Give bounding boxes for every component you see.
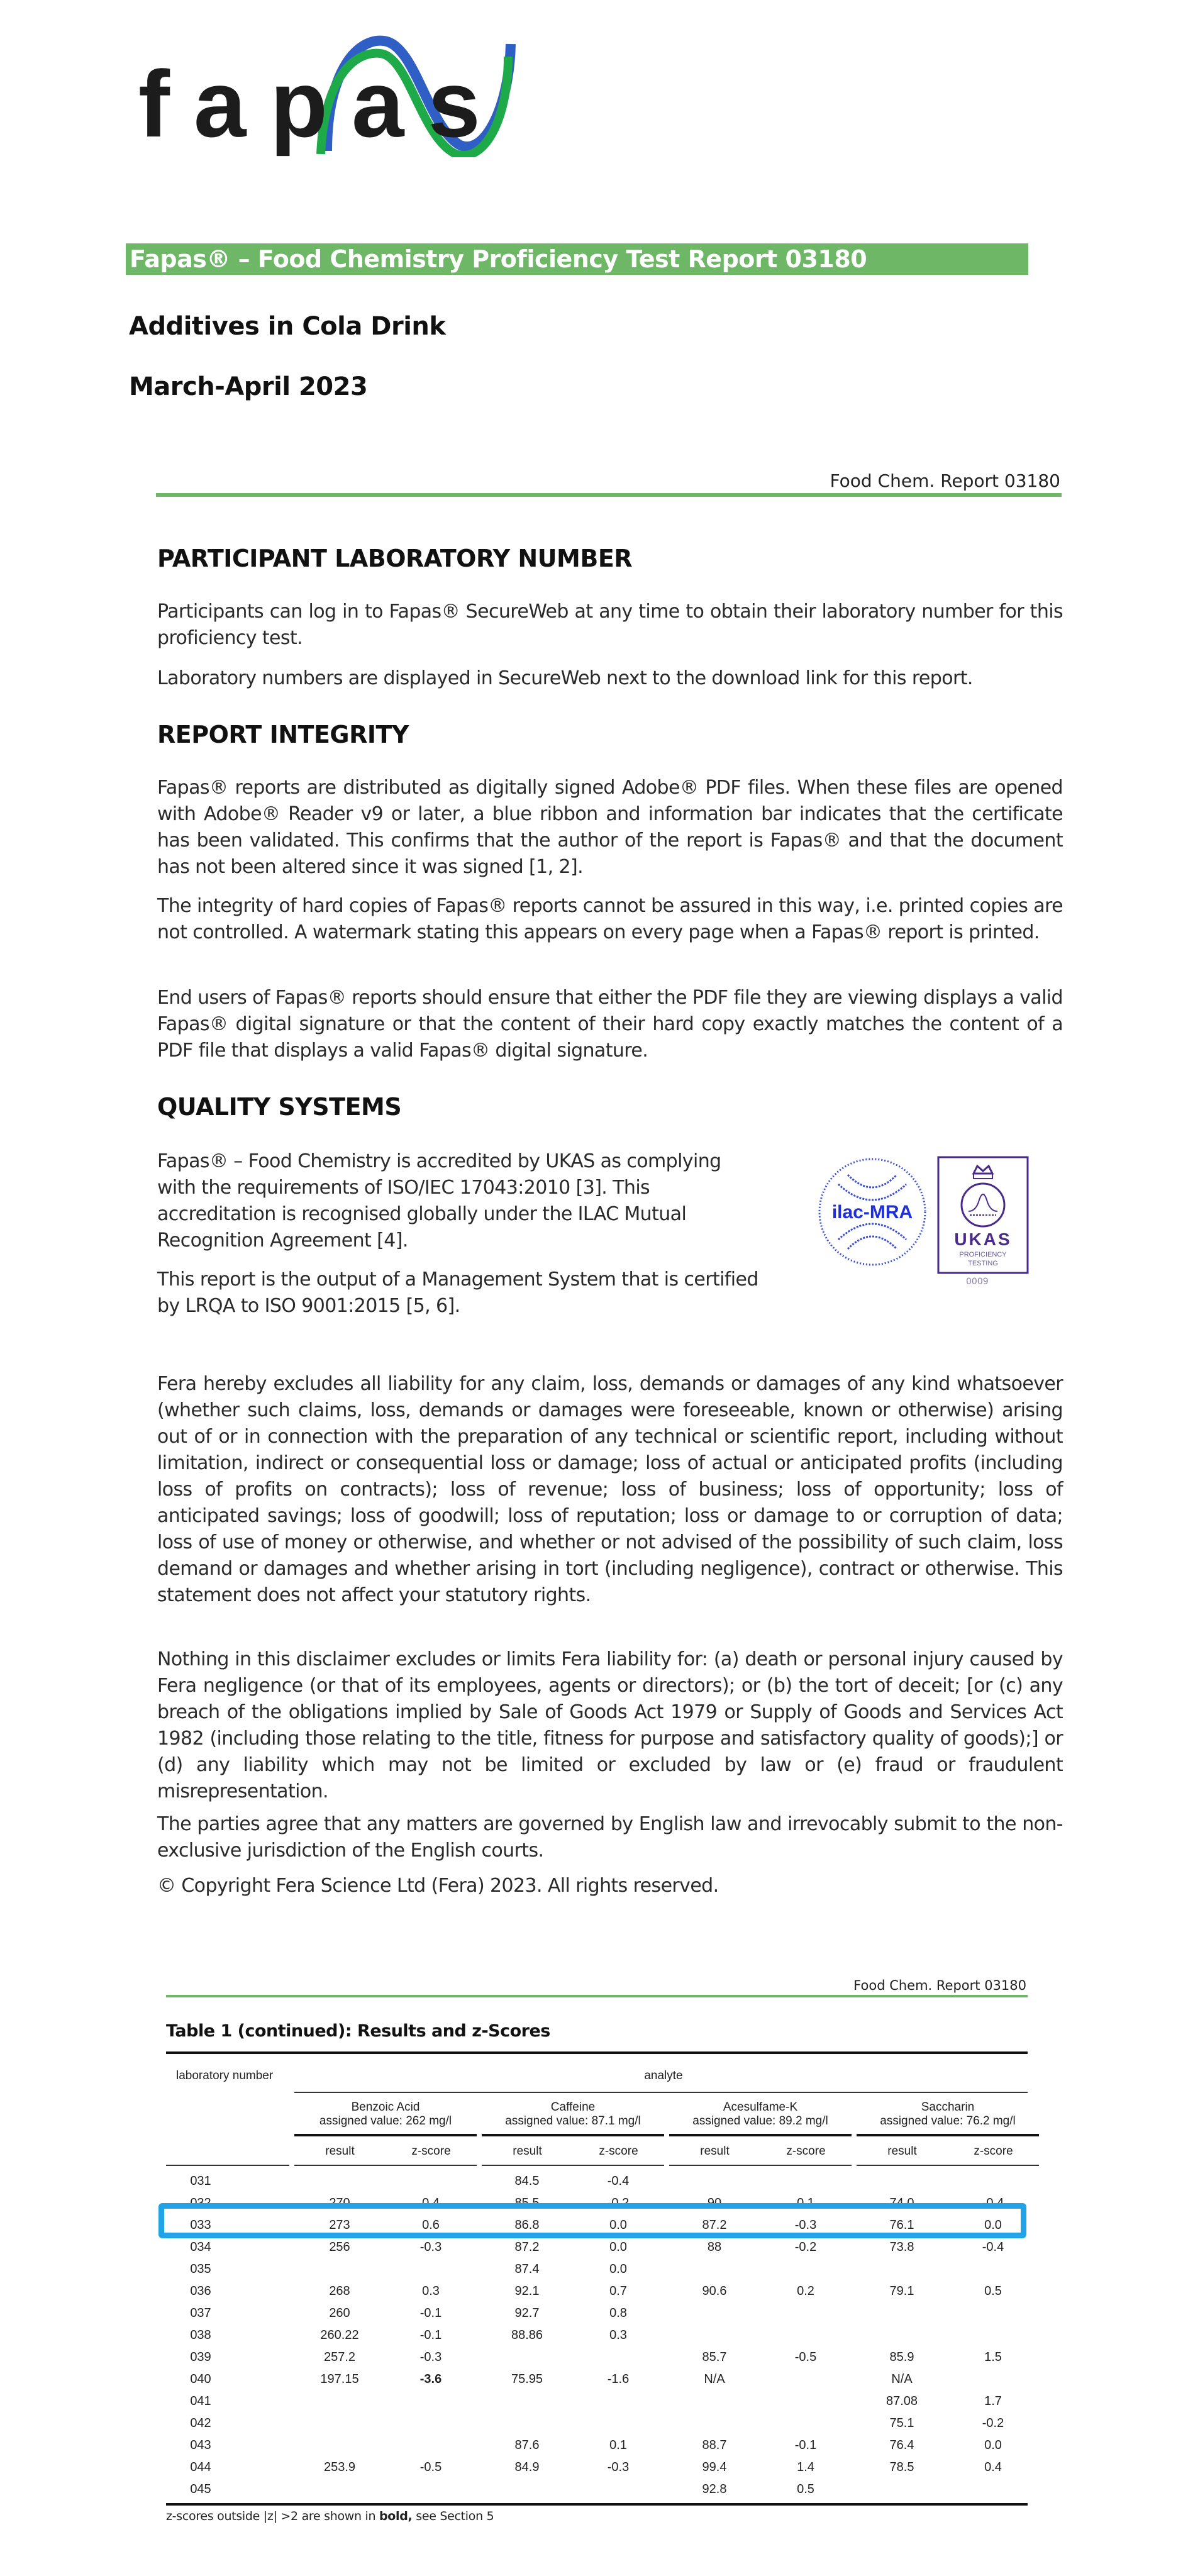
analyte-column-header	[669, 2101, 852, 2128]
analyte-rule	[294, 2092, 1028, 2093]
z-score-subheader: z-score	[786, 2145, 826, 2158]
result-cell: 87.2	[702, 2218, 727, 2232]
paragraph: Fapas® reports are distributed as digitally signed Adobe® PDF files. When these files are opened with Adobe® Reader v9 or later, a blue ribbon and information bar indicates that the certificate has been validated. This confirms that the author of the report is Fapas® and that the document has not been altered since it was signed [1, 2].	[157, 777, 1063, 878]
result-cell: 87.6	[514, 2438, 540, 2452]
running-header: Food Chem. Report 03180	[830, 470, 1060, 491]
result-cell: 268	[329, 2284, 350, 2298]
section-heading-participant-lab-number: PARTICIPANT LABORATORY NUMBER	[157, 545, 633, 572]
z-score-cell: 0.0	[609, 2262, 627, 2276]
z-score-cell: 0.1	[609, 2438, 627, 2452]
result-cell: 273	[329, 2218, 350, 2232]
lab-number-cell: 042	[190, 2416, 211, 2430]
z-score-cell: -0.5	[419, 2460, 442, 2474]
table-row	[166, 2324, 1028, 2346]
lab-number-cell: 033	[190, 2218, 211, 2232]
table-footnote	[166, 2509, 494, 2523]
paragraph: End users of Fapas® reports should ensure that either the PDF file they are viewing displays a valid Fapas® digital signature or that the content of their hard copy exactly matches the content of a PDF file that displays a valid Fapas® digital signature.	[157, 987, 1063, 1062]
result-cell: 260.22	[320, 2328, 359, 2342]
z-score-cell: -0.3	[419, 2240, 442, 2254]
analyte-name: Saccharin	[921, 2101, 975, 2114]
z-score-subheader: z-score	[974, 2145, 1013, 2158]
result-cell: 92.7	[514, 2306, 540, 2320]
z-score-cell: 0.8	[609, 2306, 627, 2320]
z-score-subheader: z-score	[599, 2145, 638, 2158]
z-score-cell: -0.1	[419, 2328, 442, 2342]
z-score-cell: -0.1	[419, 2306, 442, 2320]
assigned-value: assigned value: 89.2 mg/l	[692, 2114, 828, 2128]
z-score-cell: 0.0	[984, 2438, 1002, 2452]
z-score-cell: 0.0	[984, 2218, 1002, 2232]
result-cell: 87.4	[514, 2262, 540, 2276]
result-cell: N/A	[891, 2372, 913, 2386]
result-subheader: result	[887, 2145, 917, 2158]
result-cell: 253.9	[323, 2460, 356, 2474]
highlighted-row-033	[158, 2203, 1026, 2238]
analyte-rule	[294, 2134, 477, 2136]
running-header: Food Chem. Report 03180	[853, 1978, 1026, 1993]
lab-number-cell: 035	[190, 2262, 211, 2276]
z-score-cell: 0.0	[609, 2240, 627, 2254]
subheader-rule	[669, 2165, 852, 2166]
z-score-cell: 0.4	[422, 2196, 440, 2210]
z-score-cell: -0.2	[607, 2196, 630, 2210]
z-score-subheader: z-score	[411, 2145, 451, 2158]
logo-wordmark: fapas	[138, 51, 504, 157]
z-score-cell: 1.7	[984, 2394, 1002, 2408]
result-cell: 87.08	[885, 2394, 918, 2408]
assigned-value: assigned value: 87.1 mg/l	[505, 2114, 641, 2128]
ukas-sub-label: TESTING	[968, 1260, 998, 1267]
report-subtitle: Additives in Cola Drink	[129, 312, 446, 341]
section-heading-quality-systems: QUALITY SYSTEMS	[157, 1093, 402, 1121]
z-score-cell: 0.3	[609, 2328, 627, 2342]
footnote-bold: bold,	[379, 2509, 413, 2523]
analyte-name: Benzoic Acid	[351, 2101, 420, 2114]
z-score-cell: -0.2	[794, 2240, 817, 2254]
z-score-cell: 0.0	[609, 2218, 627, 2232]
result-subheader: result	[513, 2145, 542, 2158]
analyte-header: analyte	[644, 2069, 683, 2082]
result-cell: 90.6	[702, 2284, 727, 2298]
result-cell: 75.95	[511, 2372, 543, 2386]
z-score-cell: 0.3	[422, 2284, 440, 2298]
table-row	[166, 2412, 1028, 2434]
result-cell: 90	[707, 2196, 722, 2210]
analyte-column-header	[857, 2101, 1039, 2128]
result-cell: N/A	[704, 2372, 725, 2386]
lab-number-cell: 039	[190, 2350, 211, 2364]
lab-number-cell: 031	[190, 2174, 211, 2188]
z-score-cell: 0.1	[797, 2196, 814, 2210]
paragraph: This report is the output of a Management System that is certified by LRQA to ISO 9001:2015 [5, 6].	[157, 1269, 758, 1317]
analyte-column-header	[482, 2101, 664, 2128]
footnote-text: z-scores outside |z| >2 are shown in	[166, 2509, 379, 2523]
table-title: Table 1 (continued): Results and z-Scores	[166, 2021, 550, 2041]
z-score-cell: -0.4	[982, 2240, 1004, 2254]
paragraph: The integrity of hard copies of Fapas® reports cannot be assured in this way, i.e. printed copies are not controlled. A watermark stating this appears on every page when a Fapas® report is printed.	[157, 895, 1063, 943]
analyte-rule	[669, 2134, 852, 2136]
result-cell: 197.15	[320, 2372, 359, 2386]
assigned-value: assigned value: 262 mg/l	[319, 2114, 452, 2128]
analyte-rule	[857, 2134, 1039, 2136]
z-score-cell: 0.6	[422, 2218, 440, 2232]
z-score-cell: 0.4	[984, 2460, 1002, 2474]
result-cell: 256	[329, 2240, 350, 2254]
z-score-cell: -0.3	[419, 2350, 442, 2364]
result-cell: 85.7	[702, 2350, 727, 2364]
result-cell: 92.8	[702, 2482, 727, 2496]
disclaimer-paragraph: Nothing in this disclaimer excludes or limits Fera liability for: (a) death or personal injury caused by Fera negligence (or that of its employees, agents or directors); or (b) the tort of deceit; [or (c) any breach of the obligations implied by Sale of Goods Act 1979 or Supply of Goods and Services Act 1982 (including those relating to the title, fitness for purpose and satisfactory quality of goods);] or (d) any liability which may not be limited or excluded by law or (e) fraud or fraudulent misrepresentation.	[157, 1648, 1063, 1802]
ilac-seal-icon	[816, 1156, 928, 1268]
table-row	[166, 2280, 1028, 2302]
result-cell: 88.7	[702, 2438, 727, 2452]
footnote-text: see Section 5	[412, 2509, 494, 2523]
lab-number-header: laboratory number	[176, 2069, 274, 2082]
z-score-cell: 1.5	[984, 2350, 1002, 2364]
result-cell: 260	[329, 2306, 350, 2320]
header-rule	[156, 493, 1062, 497]
ukas-logo	[937, 1156, 1029, 1275]
z-score-cell: 0.7	[609, 2284, 627, 2298]
result-cell: 88.86	[511, 2328, 543, 2342]
table-row	[166, 2258, 1028, 2280]
subheader-rule	[857, 2165, 1039, 2166]
z-score-cell: -0.4	[982, 2196, 1004, 2210]
table-row	[166, 2368, 1028, 2390]
result-subheader: result	[325, 2145, 355, 2158]
report-title-banner: Fapas® – Food Chemistry Proficiency Test Report 03180	[126, 243, 1028, 275]
ukas-sub-label: PROFICIENCY	[959, 1251, 1007, 1258]
analyte-column-header	[294, 2101, 477, 2128]
z-score-cell: 1.4	[797, 2460, 814, 2474]
z-score-cell: 0.5	[797, 2482, 814, 2496]
lab-number-cell: 037	[190, 2306, 211, 2320]
result-cell: 85.5	[514, 2196, 540, 2210]
ukas-label: UKAS	[954, 1230, 1012, 1249]
table-row	[166, 2457, 1028, 2479]
z-score-cell: 0.5	[984, 2284, 1002, 2298]
report-date: March-April 2023	[129, 372, 368, 401]
z-score-cell: -0.1	[794, 2438, 817, 2452]
z-score-cell: 0.2	[797, 2284, 814, 2298]
z-score-cell: -1.6	[607, 2372, 630, 2386]
paragraph: Participants can log in to Fapas® SecureWeb at any time to obtain their laboratory number for this proficiency test.	[157, 601, 1063, 649]
table-top-rule	[166, 2051, 1028, 2054]
table-row	[166, 2236, 1028, 2258]
table-row	[166, 2302, 1028, 2324]
z-score-cell: -0.5	[794, 2350, 817, 2364]
result-cell: 84.9	[514, 2460, 540, 2474]
subheader-rule	[166, 2165, 289, 2166]
table-row	[166, 2390, 1028, 2412]
ilac-mra-logo	[816, 1156, 928, 1268]
ukas-crown-icon	[937, 1156, 1029, 1275]
lab-number-cell: 036	[190, 2284, 211, 2298]
disclaimer-paragraph: Fera hereby excludes all liability for any claim, loss, demands or damages of any kind whatsoever (whether such claims, loss, demands or damages were foreseeable, known or otherwise) arising out of or in connection with the preparation of any technical or scientific report, including without limitation, indirect or consequential loss or damage; loss of actual or anticipated profits (including loss of profits on contracts); loss of revenue; loss of business; loss of opportunity; loss of anticipated savings; loss of goodwill; loss of reputation; loss or damage to or corruption of data; loss of use of money or otherwise, and whether or not advised of the possibility of such claim, loss demand or damages and whether arising in tort (including negligence), contract or otherwise. This statement does not affect your statutory rights.	[157, 1373, 1063, 1606]
result-cell: 73.8	[889, 2240, 914, 2254]
table-row	[166, 2346, 1028, 2368]
analyte-rule	[482, 2134, 664, 2136]
z-score-cell: -0.3	[794, 2218, 817, 2232]
result-cell: 87.2	[514, 2240, 540, 2254]
result-cell: 75.1	[889, 2416, 914, 2430]
result-cell: 270	[329, 2196, 350, 2210]
result-cell: 99.4	[702, 2460, 727, 2474]
table-row	[166, 2170, 1028, 2192]
lab-number-cell: 041	[190, 2394, 211, 2408]
result-cell: 76.1	[889, 2218, 914, 2232]
assigned-value: assigned value: 76.2 mg/l	[880, 2114, 1016, 2128]
lab-number-cell: 040	[190, 2372, 211, 2386]
z-score-cell: -0.2	[982, 2416, 1004, 2430]
result-cell: 84.5	[514, 2174, 540, 2188]
fapas-logo	[132, 31, 522, 157]
lab-number-cell: 038	[190, 2328, 211, 2342]
analyte-name: Caffeine	[550, 2101, 596, 2114]
result-cell: 78.5	[889, 2460, 914, 2474]
lab-number-cell: 043	[190, 2438, 211, 2452]
paragraph: Laboratory numbers are displayed in SecureWeb next to the download link for this report.	[157, 667, 973, 689]
subheader-rule	[482, 2165, 664, 2166]
result-cell: 76.4	[889, 2438, 914, 2452]
analyte-name: Acesulfame-K	[723, 2101, 798, 2114]
table-row	[166, 2479, 1028, 2501]
z-score-cell: -0.3	[607, 2460, 630, 2474]
lab-number-cell: 034	[190, 2240, 211, 2254]
result-cell: 86.8	[514, 2218, 540, 2232]
copyright: © Copyright Fera Science Ltd (Fera) 2023. All rights reserved.	[157, 1875, 719, 1897]
z-score-cell: -3.6	[419, 2372, 442, 2386]
z-score-cell: -0.4	[607, 2174, 630, 2188]
result-cell: 74.0	[889, 2196, 914, 2210]
ilac-label: ilac-MRA	[831, 1202, 913, 1223]
header-rule	[166, 1995, 1028, 1997]
section-heading-report-integrity: REPORT INTEGRITY	[157, 721, 409, 748]
subheader-rule	[294, 2165, 477, 2166]
result-cell: 85.9	[889, 2350, 914, 2364]
result-cell: 257.2	[323, 2350, 356, 2364]
result-subheader: result	[700, 2145, 730, 2158]
ukas-accreditation-number: 0009	[966, 1277, 989, 1287]
paragraph: Fapas® – Food Chemistry is accredited by UKAS as complying with the requirements of ISO/IEC 17043:2010 [3]. This accreditation is recognised globally under the ILAC Mutual Recognition Agreement [4].	[157, 1150, 721, 1252]
lab-number-cell: 032	[190, 2196, 211, 2210]
table-row	[166, 2434, 1028, 2457]
table-bottom-rule	[166, 2503, 1028, 2506]
disclaimer-paragraph: The parties agree that any matters are governed by English law and irrevocably submit to the non-exclusive jurisdiction of the English courts.	[157, 1813, 1063, 1862]
result-cell: 88	[707, 2240, 722, 2254]
result-cell: 92.1	[514, 2284, 540, 2298]
lab-number-cell: 044	[190, 2460, 211, 2474]
result-cell: 79.1	[889, 2284, 914, 2298]
lab-number-cell: 045	[190, 2482, 211, 2496]
